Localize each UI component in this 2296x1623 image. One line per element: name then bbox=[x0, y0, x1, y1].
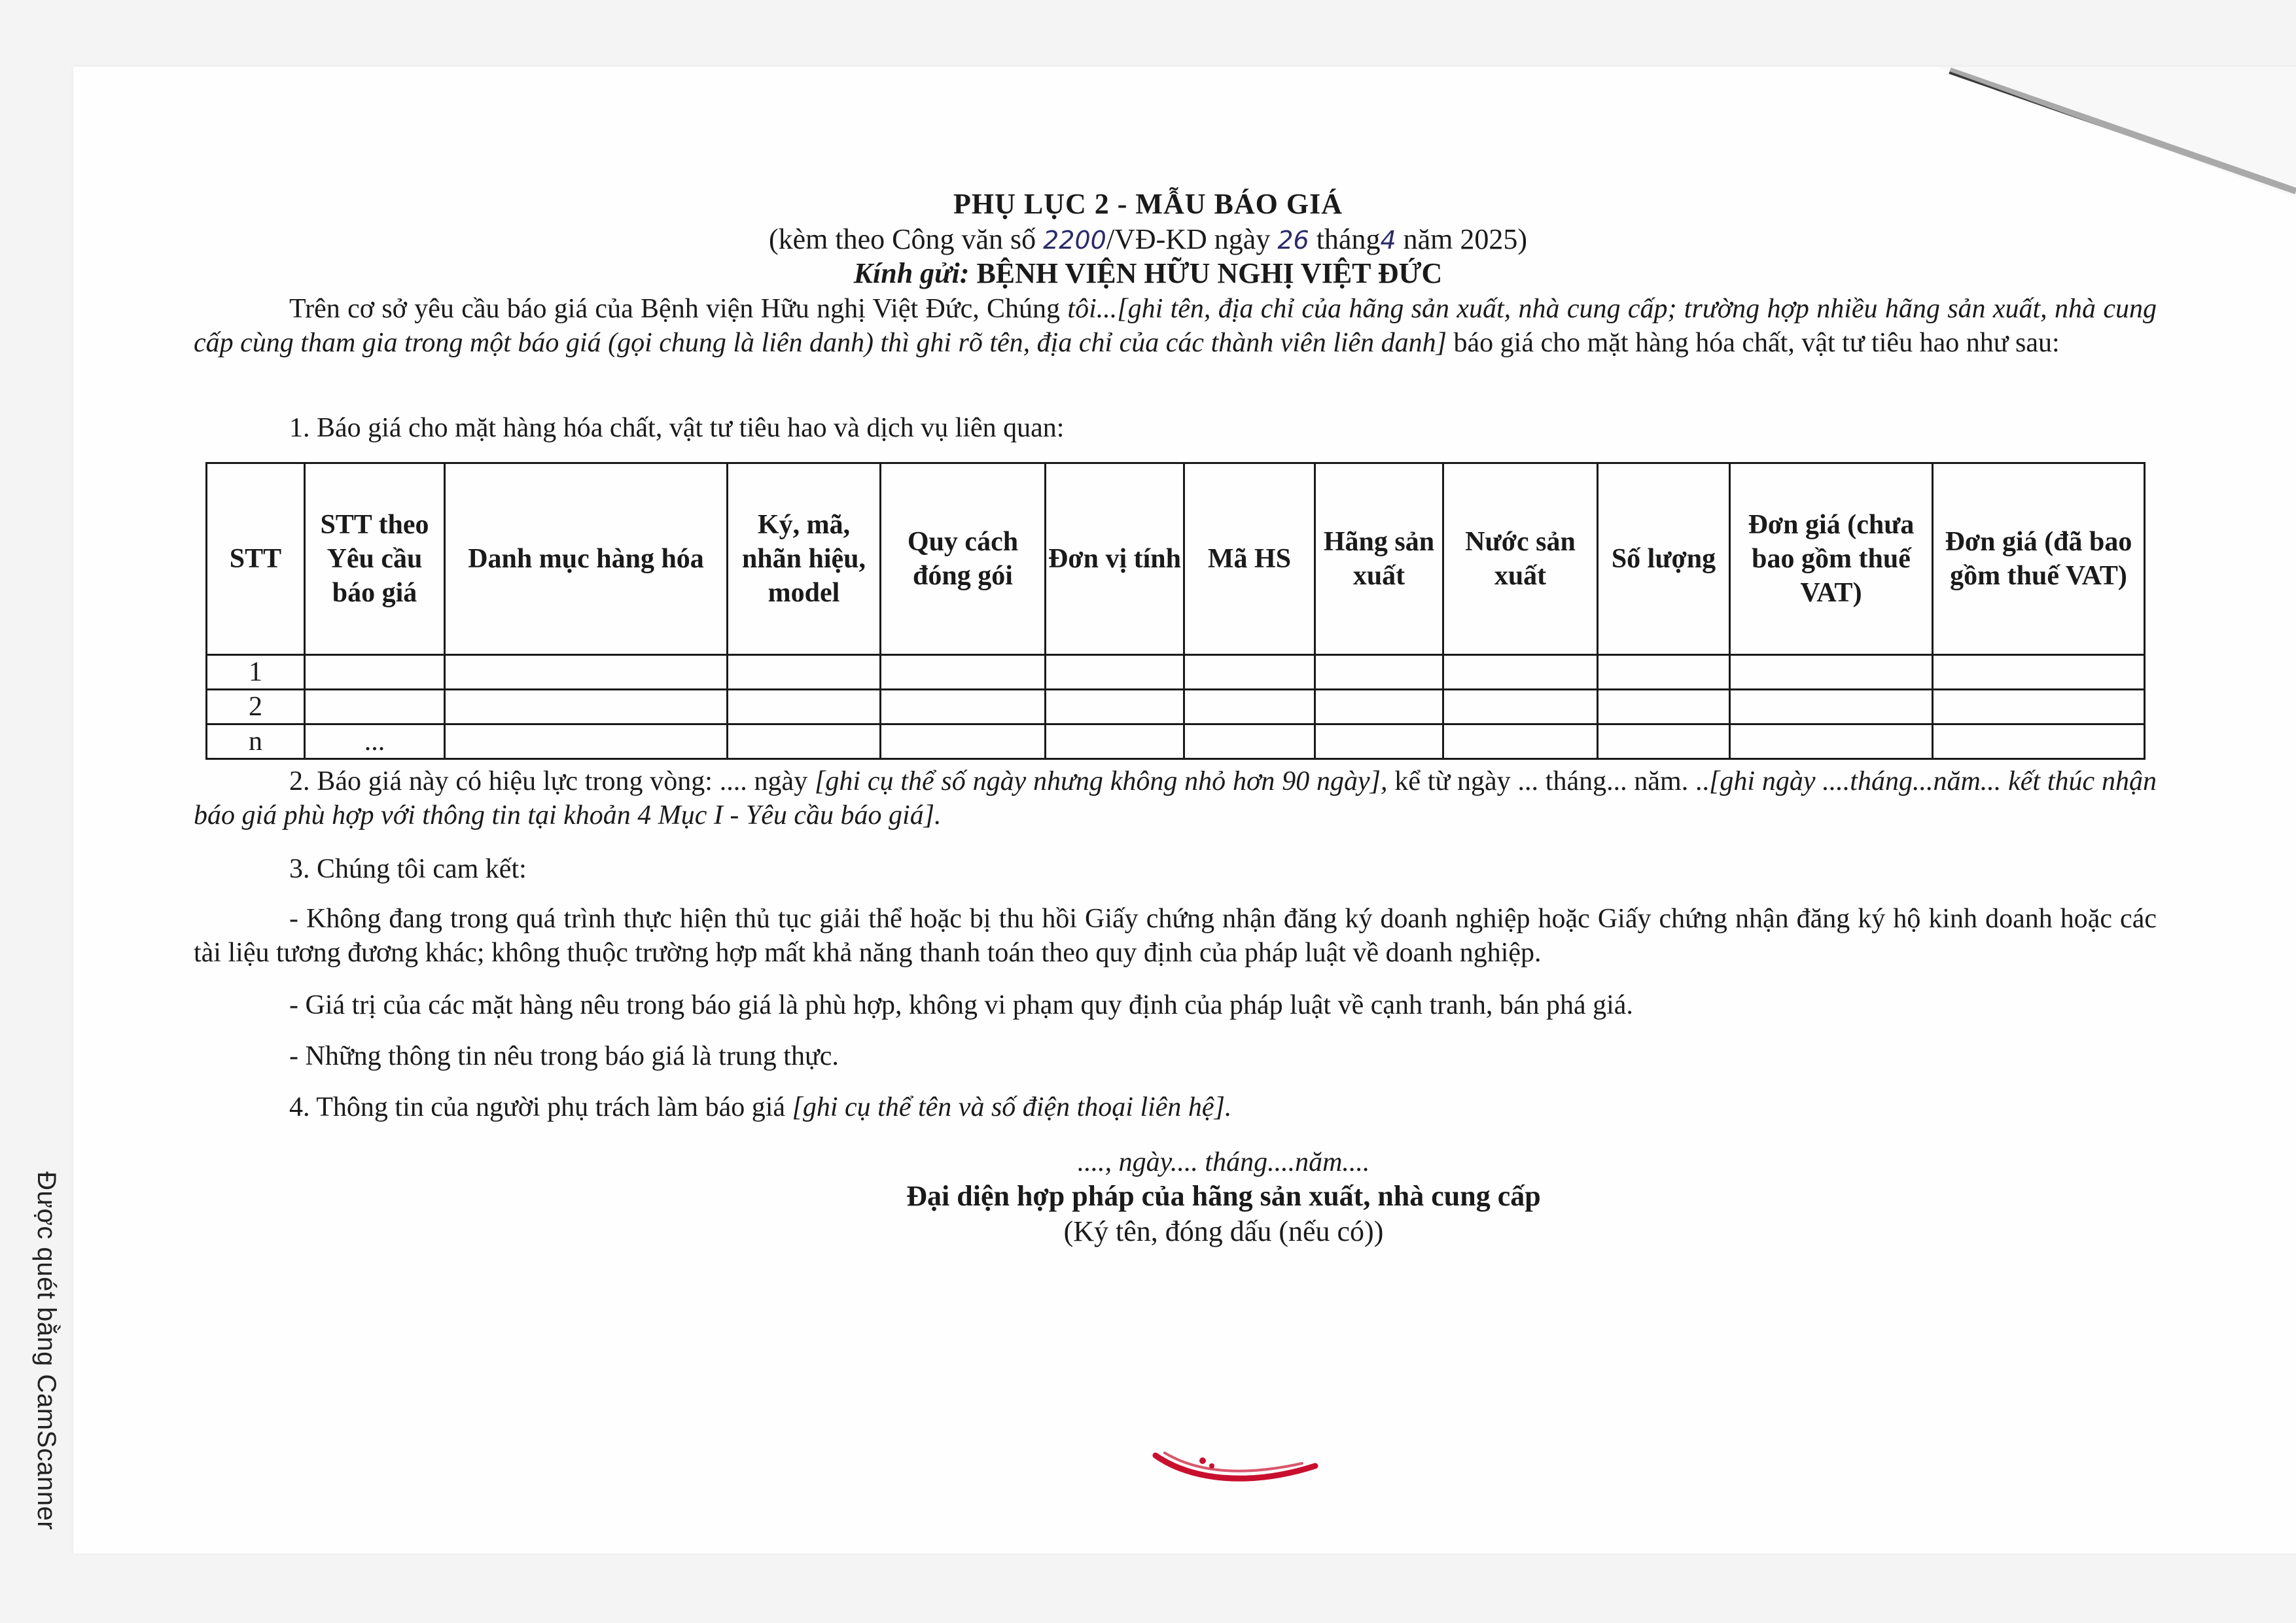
header-manufacturer: Hãng sản xuất bbox=[1315, 463, 1443, 655]
header-stt: STT bbox=[207, 463, 305, 655]
subtitle-mid2: tháng bbox=[1316, 223, 1381, 255]
table-cell bbox=[1046, 724, 1184, 759]
red-stamp-mark bbox=[1152, 1446, 1322, 1492]
table-cell bbox=[728, 724, 881, 759]
intro-tail: báo giá cho mặt hàng hóa chất, vật tư tiêu hao như sau: bbox=[1453, 328, 2060, 358]
dispatch-day: 26 bbox=[1277, 226, 1309, 255]
dispatch-month: 4 bbox=[1380, 226, 1396, 255]
header-hs-code: Mã HS bbox=[1184, 463, 1315, 655]
header-packaging: Quy cách đóng gói bbox=[881, 463, 1046, 655]
quotation-table bbox=[205, 462, 2146, 760]
table-cell bbox=[1933, 655, 2145, 690]
recipient-name: BỆNH VIỆN HỮU NGHỊ VIỆT ĐỨC bbox=[976, 257, 1443, 289]
table-cell bbox=[1443, 655, 1598, 690]
recipient-line bbox=[0, 257, 2296, 290]
dispatch-number: 2200 bbox=[1043, 226, 1106, 255]
header-unit: Đơn vị tính bbox=[1046, 463, 1184, 655]
table-row bbox=[207, 690, 2145, 724]
header-stt-request: STT theo Yêu cầu báo giá bbox=[305, 463, 445, 655]
table-cell bbox=[1730, 690, 1933, 724]
contact-italic: [ghi cụ thể tên và số điện thoại liên hệ]. bbox=[792, 1092, 1232, 1122]
row-stt-request: ... bbox=[305, 724, 445, 759]
table-cell bbox=[1443, 690, 1598, 724]
commitment-item: - Giá trị của các mặt hàng nêu trong báo giá là phù hợp, không vi phạm quy định của pháp luật về cạnh tranh, bán phá giá. bbox=[289, 990, 1633, 1020]
validity-mid: kể từ ngày ... tháng... năm. .. bbox=[1394, 766, 1710, 796]
intro-italic: tôi...[ghi tên, địa chỉ của hãng sản xuất, nhà cung cấp; trường hợp nhiều hãng sản xuất, nhà cung cấp cùng tham gia trong một báo giá (gọi chung là liên danh) thì ghi rõ tên, địa chỉ của các thành viên liên danh] bbox=[194, 294, 2157, 358]
header-price-excl-vat: Đơn giá (chưa bao gồm thuế VAT) bbox=[1730, 463, 1933, 655]
intro-lead: Trên cơ sở yêu cầu báo giá của Bệnh viện Hữu nghị Việt Đức, Chúng bbox=[289, 294, 1061, 324]
subtitle-prefix: (kèm theo Công văn số bbox=[768, 223, 1036, 255]
table-row bbox=[207, 655, 2145, 690]
table-cell bbox=[1184, 724, 1315, 759]
section-4-paragraph bbox=[289, 1090, 2154, 1124]
commitment-item: - Không đang trong quá trình thực hiện thủ tục giải thể hoặc bị thu hồi Giấy chứng nhận đăng ký doanh nghiệp hoặc Giấy chứng nhận đăng ký hộ kinh doanh hoặc các tài liệu tương đương khác; không thuộc trường hợp mất khả năng thanh toán theo quy định của pháp luật về doanh nghiệp. bbox=[194, 904, 2157, 968]
document-subtitle bbox=[0, 223, 2296, 256]
recipient-label: Kính gửi: bbox=[853, 257, 970, 289]
signature-role: Đại diện hợp pháp của hãng sản xuất, nhà cung cấp bbox=[906, 1180, 1541, 1212]
table-cell bbox=[728, 690, 881, 724]
table-cell bbox=[1046, 655, 1184, 690]
document-title: PHỤ LỤC 2 - MẪU BÁO GIÁ bbox=[953, 188, 1343, 220]
row-stt: 2 bbox=[207, 690, 305, 724]
table-cell bbox=[1598, 724, 1730, 759]
header-quantity: Số lượng bbox=[1598, 463, 1730, 655]
table-row bbox=[207, 724, 2145, 759]
commitment-item: - Những thông tin nêu trong báo giá là trung thực. bbox=[289, 1041, 839, 1071]
subtitle-mid1: /VĐ-KD ngày bbox=[1106, 223, 1271, 255]
section-2-paragraph bbox=[194, 764, 2157, 832]
table-cell bbox=[728, 655, 881, 690]
table-cell bbox=[1315, 690, 1443, 724]
validity-italic-1: [ghi cụ thể số ngày nhưng không nhỏ hơn 90 ngày], bbox=[815, 766, 1388, 796]
table-cell bbox=[881, 655, 1046, 690]
row-stt-request bbox=[305, 655, 445, 690]
table-cell bbox=[1933, 690, 2145, 724]
table-cell bbox=[1598, 690, 1730, 724]
table-cell bbox=[1184, 655, 1315, 690]
subtitle-suffix: năm 2025) bbox=[1403, 223, 1528, 255]
row-stt: n bbox=[207, 724, 305, 759]
signature-date-line: ...., ngày.... tháng....năm.... bbox=[1077, 1147, 1370, 1177]
table-cell bbox=[1730, 724, 1933, 759]
row-stt-request bbox=[305, 690, 445, 724]
header-price-incl-vat: Đơn giá (đã bao gồm thuế VAT) bbox=[1933, 463, 2145, 655]
scanner-caption: Được quét bằng CamScanner bbox=[32, 1171, 61, 1531]
header-country: Nước sản xuất bbox=[1443, 463, 1598, 655]
header-code-brand: Ký, mã, nhãn hiệu, model bbox=[728, 463, 881, 655]
table-cell bbox=[1315, 724, 1443, 759]
header-item-list: Danh mục hàng hóa bbox=[445, 463, 728, 655]
intro-paragraph bbox=[194, 292, 2157, 360]
table-cell bbox=[445, 655, 728, 690]
signature-note: (Ký tên, đóng dấu (nếu có)) bbox=[1063, 1215, 1384, 1247]
validity-lead: 2. Báo giá này có hiệu lực trong vòng: .... ngày bbox=[289, 766, 808, 796]
table-cell bbox=[1046, 690, 1184, 724]
section-1-heading: 1. Báo giá cho mặt hàng hóa chất, vật tư tiêu hao và dịch vụ liên quan: bbox=[289, 413, 1065, 443]
table-cell bbox=[881, 724, 1046, 759]
table-header-row bbox=[207, 463, 2145, 655]
table-cell bbox=[445, 690, 728, 724]
contact-lead: 4. Thông tin của người phụ trách làm báo giá bbox=[289, 1092, 786, 1122]
table-cell bbox=[1730, 655, 1933, 690]
table-cell bbox=[1315, 655, 1443, 690]
table-cell bbox=[881, 690, 1046, 724]
table-cell bbox=[1184, 690, 1315, 724]
validity-italic-2: [ghi ngày ....tháng...năm... kết thúc nhận báo giá phù hợp với thông tin tại khoản 4 Mục I - Yêu cầu báo giá]. bbox=[194, 766, 2157, 830]
table-cell bbox=[1443, 724, 1598, 759]
table-cell bbox=[1933, 724, 2145, 759]
section-3-heading: 3. Chúng tôi cam kết: bbox=[289, 854, 527, 884]
table-cell bbox=[445, 724, 728, 759]
table-cell bbox=[1598, 655, 1730, 690]
row-stt: 1 bbox=[207, 655, 305, 690]
page-corner-fold bbox=[1937, 67, 2296, 198]
